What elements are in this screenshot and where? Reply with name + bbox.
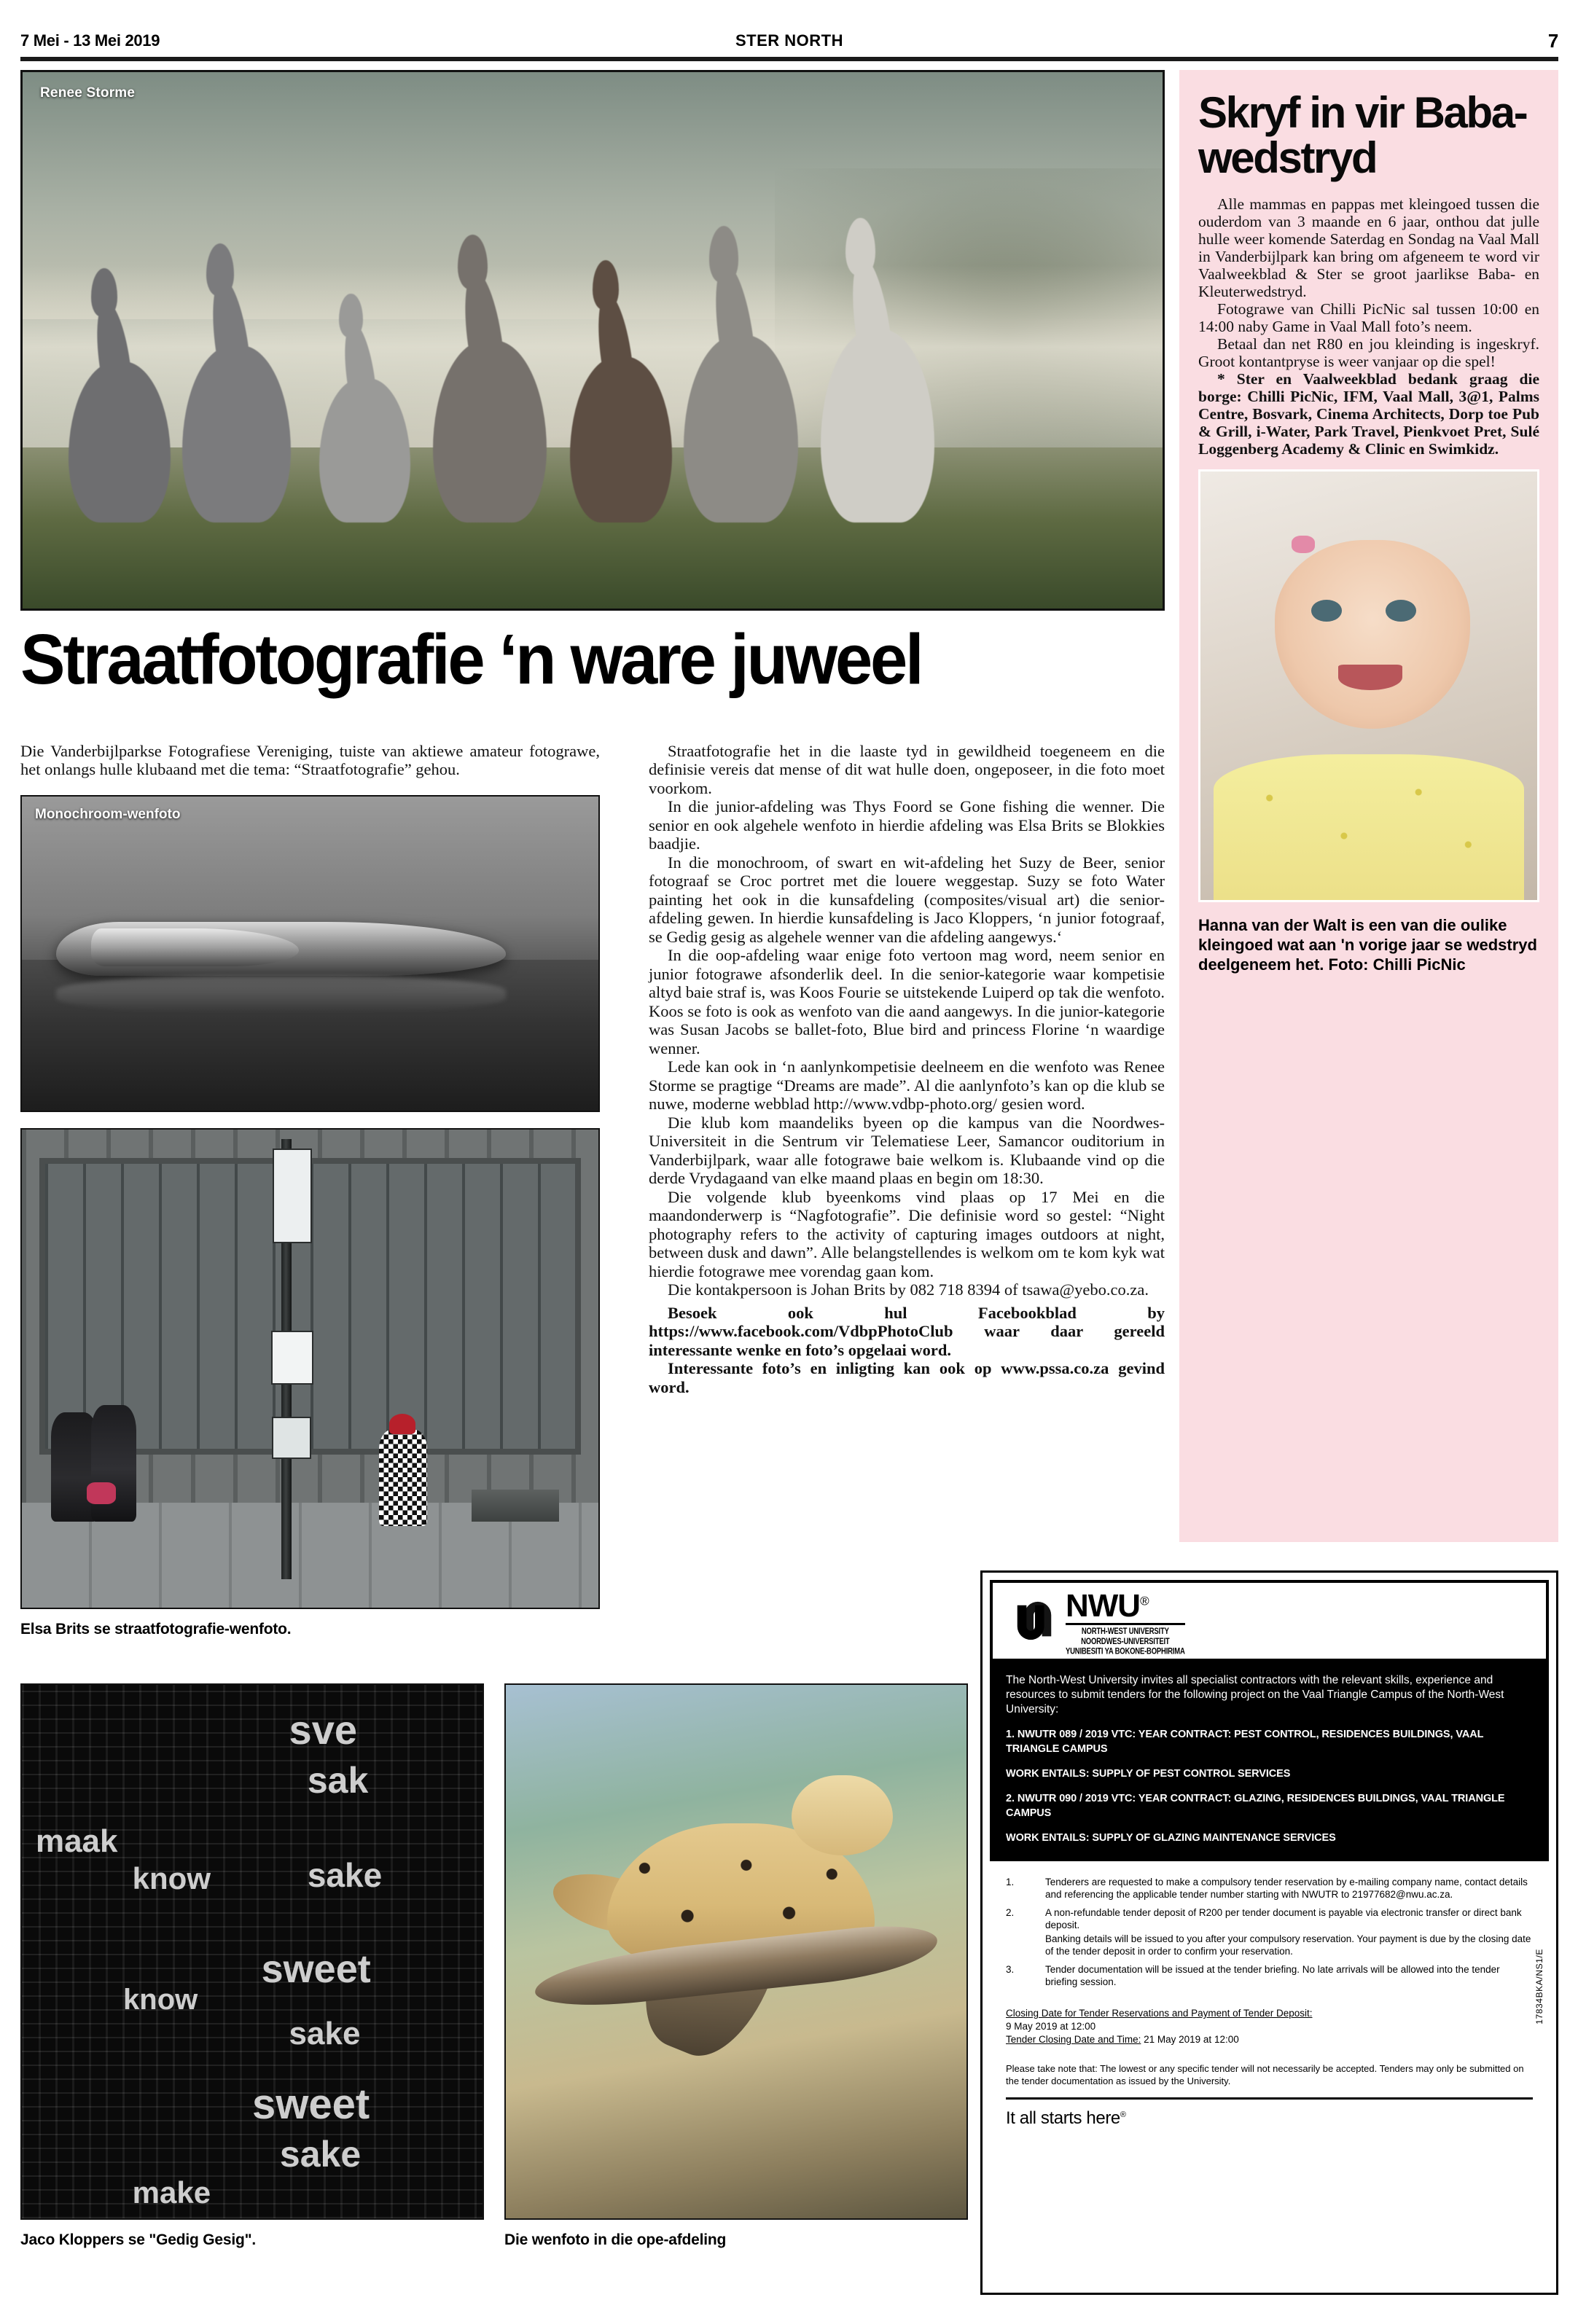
list-item-number: 3. <box>1006 1964 1015 1975</box>
photo-block-leopard <box>504 1683 968 2249</box>
typo-word: sweet <box>252 2080 370 2128</box>
croc-overlay-label: Monochroom-wenfoto <box>35 806 181 822</box>
baby-shirt <box>1214 754 1523 900</box>
registered-icon: ® <box>1120 2110 1126 2119</box>
nwu-tender-close-label: Tender Closing Date and Time: <box>1006 2034 1141 2045</box>
nwu-subtitle-line: NORTH-WEST UNIVERSITY <box>1081 1627 1169 1637</box>
horse-figure <box>684 335 797 523</box>
article-paragraph: In die junior-afdeling was Thys Foord se Gone fishing die wenner. Die senior en ook algehele wenfoto in hierdie afdeling was Elsa Brits se Blokkies baadjie. <box>649 797 1165 853</box>
typo-word: know <box>132 1861 211 1895</box>
nwu-conditions-list <box>1006 1876 1533 1988</box>
sidebar-baby-competition <box>1179 70 1558 1542</box>
nwu-closing-dates <box>1006 2007 1533 2046</box>
nwu-work-1: WORK ENTAILS: SUPPLY OF PEST CONTROL SERVICES <box>1006 1768 1291 1780</box>
street-person-seated-right <box>91 1405 136 1522</box>
article-paragraph: Lede kan ook in ‘n aanlynkompetisie deelneem en die wenfoto was Renee Storme se pragtige “Dreams are made”. Al die aanlynfoto’s kan op die klub se nuwe, moderne webblad http://www.vdbp-photo.org/ gesien word. <box>649 1057 1165 1114</box>
nwu-slogan-divider <box>1006 2097 1533 2100</box>
article-column-left <box>20 742 600 1638</box>
list-item-number: 2. <box>1006 1907 1015 1918</box>
street-person-checkered <box>379 1430 427 1526</box>
nwu-conditions-panel <box>990 1861 1549 2136</box>
typo-word: sweet <box>261 1947 371 1991</box>
nwu-closing-date-value: 9 May 2019 at 12:00 <box>1006 2021 1096 2032</box>
baby-hair-clip <box>1292 536 1315 553</box>
baby-mouth <box>1338 665 1402 690</box>
sidebar-paragraph: Betaal dan net R80 en jou kleinding is ingeskryf. Groot kontantpryse is weer vanjaar op die spel! <box>1198 335 1539 370</box>
hero-photo-horses <box>20 70 1165 611</box>
nwu-tender-1: 1. NWUTR 089 / 2019 VTC: YEAR CONTRACT: PEST CONTROL, RESIDENCES BUILDINGS, VAAL TRIANGLE CAMPUS <box>1006 1729 1484 1755</box>
article-paragraph-bold: Interessante foto’s en inligting kan ook op www.pssa.co.za gevind word. <box>649 1359 1165 1396</box>
nwu-wordmark: NWU® <box>1066 1587 1149 1624</box>
photo-croc-monochrome <box>20 795 600 1112</box>
photo-block-typography <box>20 1683 484 2249</box>
list-item-text: Tender documentation will be issued at the tender briefing. No late arrivals will be allowed into the tender briefing session. <box>1045 1964 1500 1987</box>
registered-icon: ® <box>1140 1594 1149 1608</box>
nwu-advert-code: 17834BKA/NS1/E <box>1534 1949 1544 2024</box>
list-item-number: 1. <box>1006 1877 1015 1887</box>
typo-word: maak <box>35 1823 118 1860</box>
baby-photo-caption: Hanna van der Walt is een van die oulike kleingoed wat aan 'n vorige jaar se wedstryd deelgeneem het. Foto: Chilli PicNic <box>1198 916 1537 974</box>
nwu-subtitle-line: YUNIBESITI YA BOKONE-BOPHIRIMA <box>1066 1646 1185 1657</box>
street-person-seated-left <box>51 1412 98 1522</box>
nwu-tender-2: 2. NWUTR 090 / 2019 VTC: YEAR CONTRACT: GLAZING, RESIDENCES BUILDINGS, VAAL TRIANGLE CAMPUS <box>1006 1793 1505 1819</box>
photo-gedig-gesig <box>20 1683 484 2220</box>
photo-street-elsa-brits <box>20 1128 600 1609</box>
leopard-photo-caption: Die wenfoto in die ope-afdeling <box>504 2231 727 2248</box>
horse-figure <box>182 345 291 523</box>
page-title: Straatfotografie ‘n ware juweel <box>20 619 922 699</box>
typo-word: sake <box>289 2015 361 2051</box>
typography-photo-caption: Jaco Kloppers se "Gedig Gesig". <box>20 2231 256 2248</box>
article-paragraph-bold: Besoek ook hul Facebookblad by https://www.facebook.com/VdbpPhotoClub waar daar gereeld interessante wenke en foto’s opgelaai word. <box>649 1303 1165 1359</box>
nwu-intro-text: The North-West University invites all specialist contractors with the relevant skills, experience and resources to submit tenders for the following project on the Vaal Triangle Campus of the North-West University: <box>1006 1674 1504 1715</box>
croc-reflection <box>56 976 506 1014</box>
list-item <box>1006 1876 1533 1901</box>
nwu-subtitle-line: NOORDWES-UNIVERSITEIT <box>1081 1636 1170 1647</box>
masthead-title: STER NORTH <box>735 31 843 50</box>
nwu-banking-note: Banking details will be issued to you after your compulsory reservation. Your payment is due by the closing date of the tender deposit in order to confirm your reservation. <box>1045 1933 1531 1957</box>
photo-baby-hanna <box>1198 469 1539 902</box>
list-item-text: A non-refundable tender deposit of R200 per tender document is payable via electronic transfer or direct bank deposit. <box>1045 1907 1522 1930</box>
typo-word: sak <box>307 1760 369 1801</box>
nwu-logo-band <box>990 1580 1549 1662</box>
sidebar-paragraph: Fotograwe van Chilli PicNic sal tussen 10:00 en 14:00 naby Game in Vaal Mall foto’s neem. <box>1198 300 1539 335</box>
nwu-disclaimer: Please take note that: The lowest or any specific tender will not necessarily be accepted. Tenders may only be submitted on the tender documentation as issued by the University. <box>1006 2063 1524 2086</box>
street-photo-caption: Elsa Brits se straatfotografie-wenfoto. <box>20 1620 292 1638</box>
typo-word: sake <box>307 1856 383 1895</box>
list-item <box>1006 1963 1533 1988</box>
street-sign-middle <box>271 1331 313 1385</box>
baby-eye-right <box>1386 600 1416 621</box>
hero-photo-credit: Renee Storme <box>40 85 136 101</box>
leopard-head <box>792 1775 893 1855</box>
sidebar-paragraph: Alle mammas en pappas met kleingoed tussen die ouderdom van 3 maande en 6 jaar, onthou dat julle hulle weer komende Saterdag en Sondag na Vaal Mall in Vanderbijlpark kan bring om afgeneem te word vir Vaalweekblad & Ster se groot jaarlikse Baba- en Kleuterwedstryd. <box>1198 195 1539 300</box>
masthead-page-number: 7 <box>1547 29 1558 52</box>
nwu-tender-details-panel <box>990 1662 1549 1861</box>
advertisement-nwu-tender <box>980 1570 1558 2295</box>
street-sign-lower <box>272 1417 311 1459</box>
article-paragraph: Straatfotografie het in die laaste tyd in gewildheid toegeneem en die definisie vereis dat mense of dit wat hulle doen, ongeposeer, in die foto moet voorkom. <box>649 741 1165 797</box>
masthead-divider <box>20 57 1558 61</box>
article-paragraph: In die oop-afdeling waar enige foto vertoon mag word, neem senior en junior fotograwe afsonderlik deel. In die senior-kategorie waar kompetisie altyd baie straf is, was Koos Fourie se uitstekende Luiperd op tak die wenfoto. Koos se foto is ook as wenfoto van die aand aangewys. In die junior-kategorie was Susan Jacobs se ballet-foto, Blue bird and princess Florine ‘n waardige wenner. <box>649 946 1165 1057</box>
typo-word: sake <box>279 2133 362 2175</box>
nwu-closing-date-label: Closing Date for Tender Reservations and Payment of Tender Deposit: <box>1006 2008 1313 2019</box>
list-item <box>1006 1906 1533 1931</box>
street-sign-top <box>273 1149 312 1243</box>
article-paragraph: Die klub kom maandeliks byeen op die kampus van die Noordwes-Universiteit in die Sentrum vir Telematiese Leer, Samancor ouditorium in Vanderbijlpark, waar alle fotograwe baie welkom is. Klubaande vind op die derde Vrydagaand van elke maand plaas en begin om 18:30. <box>649 1113 1165 1188</box>
nwu-logo-subtitle <box>1066 1627 1185 1656</box>
croc-head <box>91 928 299 966</box>
article-paragraph: In die monochroom, of swart en wit-afdeling het Suzy de Beer, senior fotograaf se Croc portret met die louere weggestap. Suzy se foto Water painting het ook in die kunsafdeling (composites/visual art) die senior-afdeling gewen. In hierdie kunsafdeling is Jaco Kloppers, ‘n junior fotograaf, se Gedig gesig as algehele wenner van die afdeling aangewys.‘ <box>649 853 1165 946</box>
sidebar-heading: Skryf in vir Baba-wedstryd <box>1198 88 1527 182</box>
typo-word: make <box>132 2175 211 2210</box>
bottom-photo-row <box>20 1683 968 2249</box>
sidebar-sponsors: * Ster en Vaalweekblad bedank graag die borge: Chilli PicNic, IFM, Vaal Mall, 3@1, Palms Centre, Bosvark, Cinema Architects, Dorp toe Pub & Grill, i-Water, Park Travel, Pienkvoet Pret, Sulé Loggenberg Academy & Clinic en Swimkidz. <box>1198 370 1539 458</box>
typo-word: know <box>123 1983 198 2016</box>
article-paragraph: Die volgende klub byeenkoms vind plaas op 17 Mei en die maandonderwerp is “Nagfotografie”. Die definisie word so gestel: “Night photography refers to the activity of capturing images outdoors at night, between dusk and dawn”. Alle belangstellendes is welkom om te kom kyk wat hierdie fotograwe mee vorendag gaan kom. <box>649 1187 1165 1280</box>
nwu-logo-text <box>1066 1587 1185 1657</box>
masthead-date: 7 Mei - 13 Mei 2019 <box>20 31 160 50</box>
nwu-tender-close-value: 21 May 2019 at 12:00 <box>1144 2034 1239 2045</box>
masthead <box>20 25 1558 57</box>
street-planter <box>472 1490 559 1522</box>
nwu-logo-icon <box>1012 1598 1057 1643</box>
photo-luiperd-op-tak <box>504 1683 968 2220</box>
nwu-work-2: WORK ENTAILS: SUPPLY OF GLAZING MAINTENANCE SERVICES <box>1006 1832 1336 1844</box>
typo-word: sve <box>289 1707 357 1753</box>
nwu-slogan: It all starts here® <box>1006 2108 1126 2128</box>
article-column-right <box>649 742 1165 1397</box>
baby-eye-left <box>1311 600 1342 621</box>
article-paragraph: Die kontakpersoon is Johan Brits by 082 718 8394 of tsawa@yebo.co.za. <box>668 1280 1149 1299</box>
list-item-text: Tenderers are requested to make a compulsory tender reservation by e-mailing company name, contact details and referencing the applicable tender number starting with NWUTR to 21977682@nwu.ac.za. <box>1045 1877 1528 1900</box>
article-paragraph: Die Vanderbijlparkse Fotografiese Vereniging, tuiste van aktiewe amateur fotograwe, het onlangs hulle klubaand met die tema: “Straatfotografie” gehou. <box>20 741 600 779</box>
